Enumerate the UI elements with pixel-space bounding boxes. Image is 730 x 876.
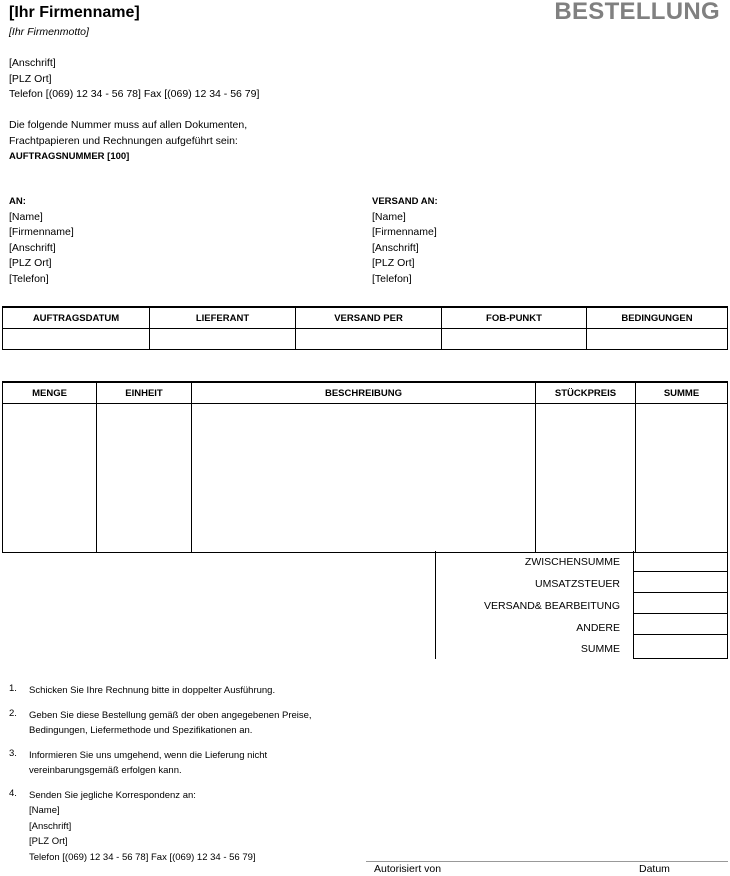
term-text: Senden Sie jegliche Korrespondenz an:: [29, 789, 196, 801]
term-text: Bedingungen, Liefermethode und Spezifikationen an.: [29, 725, 253, 736]
term-text: Schicken Sie Ihre Rechnung bitte in doppelter Ausführung.: [29, 685, 276, 696]
supplier-header: LIEFERANT: [150, 307, 296, 329]
recipient-address: [Anschrift]: [9, 241, 56, 254]
term-text: [Name]: [29, 805, 60, 816]
recipient-phone: [Telefon]: [9, 272, 49, 285]
items-body-row: [3, 404, 728, 553]
term-text: Geben Sie diese Bestellung gemäß der oben angegebenen Preise,: [29, 709, 312, 721]
ship-to-label: VERSAND AN:: [372, 196, 438, 207]
term-text: [Anschrift]: [29, 820, 72, 832]
signature-line: [366, 861, 728, 862]
description-header: BESCHREIBUNG: [192, 382, 536, 404]
other-label: ANDERE: [576, 622, 620, 634]
total-value[interactable]: [634, 635, 727, 656]
order-info-table: [2, 306, 728, 350]
ship-to-name: [Name]: [372, 210, 406, 223]
term-text: Informieren Sie uns umgehend, wenn die Lieferung nicht: [29, 749, 268, 761]
fob-point-cell[interactable]: [442, 329, 587, 350]
date-label: Datum: [639, 863, 670, 875]
order-info-header-row: [3, 307, 728, 329]
supplier-cell[interactable]: [150, 329, 296, 350]
unit-header: EINHEIT: [97, 382, 192, 404]
quantity-cell[interactable]: [3, 404, 97, 553]
order-date-header: AUFTRAGSDATUM: [3, 307, 150, 329]
ship-via-header: VERSAND PER: [296, 307, 442, 329]
tax-value[interactable]: [634, 572, 727, 593]
order-number-notice: [9, 118, 247, 165]
term-number: 3.: [9, 747, 17, 759]
term-number: 1.: [9, 683, 17, 694]
subtotal-value[interactable]: [634, 551, 727, 572]
description-cell[interactable]: [192, 404, 536, 553]
other-value[interactable]: [634, 614, 727, 635]
total-label: SUMME: [580, 643, 620, 655]
terms-header: BEDINGUNGEN: [587, 307, 728, 329]
shipping-label: VERSAND& BEARBEITUNG: [484, 600, 620, 612]
tax-label: UMSATZSTEUER: [535, 578, 620, 590]
term-item: [9, 708, 339, 739]
recipient-name: [Name]: [9, 210, 43, 223]
term-item: [9, 683, 339, 699]
quantity-header: MENGE: [3, 382, 97, 404]
sender-city: [PLZ Ort]: [9, 72, 52, 85]
ship-to-address: [Anschrift]: [372, 241, 419, 254]
ship-to-block: [372, 194, 438, 287]
order-date-cell[interactable]: [3, 329, 150, 350]
recipient-city: [PLZ Ort]: [9, 257, 52, 269]
terms-list: [9, 683, 339, 874]
ship-via-cell[interactable]: [296, 329, 442, 350]
term-item: [9, 788, 339, 866]
items-header-row: [3, 382, 728, 404]
term-number: 2.: [9, 707, 17, 719]
sum-header: SUMME: [636, 382, 728, 404]
notice-line-1: Die folgende Nummer muss auf allen Dokumenten,: [9, 119, 248, 131]
notice-line-2: Frachtpapieren und Rechnungen aufgeführt sein:: [9, 134, 238, 147]
ship-to-company: [Firmenname]: [372, 226, 437, 238]
company-name: [Ihr Firmenname]: [9, 4, 140, 21]
recipient-block: [9, 194, 74, 287]
totals-values: [633, 551, 728, 659]
order-number: AUFTRAGSNUMMER [100]: [9, 151, 130, 162]
items-table: [2, 381, 728, 553]
sender-address-block: [9, 56, 259, 103]
order-info-value-row: [3, 329, 728, 350]
term-text: vereinbarungsgemäß erfolgen kann.: [29, 765, 182, 776]
unit-price-cell[interactable]: [536, 404, 636, 553]
company-motto: [Ihr Firmenmotto]: [9, 26, 89, 38]
shipping-value[interactable]: [634, 593, 727, 614]
term-item: [9, 748, 339, 779]
term-text: [PLZ Ort]: [29, 836, 68, 847]
recipient-label: AN:: [9, 196, 26, 207]
terms-cell[interactable]: [587, 329, 728, 350]
subtotal-label: ZWISCHENSUMME: [524, 556, 620, 568]
unit-price-header: STÜCKPREIS: [536, 382, 636, 404]
unit-cell[interactable]: [97, 404, 192, 553]
document-title: BESTELLUNG: [554, 0, 720, 25]
sender-phone-fax: Telefon [(069) 12 34 - 56 78] Fax [(069) 12 34 - 56 79]: [9, 88, 260, 100]
fob-point-header: FOB-PUNKT: [442, 307, 587, 329]
term-number: 4.: [9, 787, 17, 799]
ship-to-city: [PLZ Ort]: [372, 257, 415, 269]
recipient-company: [Firmenname]: [9, 226, 74, 238]
totals-divider: [435, 551, 436, 659]
authorized-by-label: Autorisiert von: [374, 863, 442, 875]
ship-to-phone: [Telefon]: [372, 272, 412, 285]
sum-cell[interactable]: [636, 404, 728, 553]
term-text: Telefon [(069) 12 34 - 56 78] Fax [(069) 12 34 - 56 79]: [29, 851, 256, 863]
sender-address: [Anschrift]: [9, 57, 56, 69]
